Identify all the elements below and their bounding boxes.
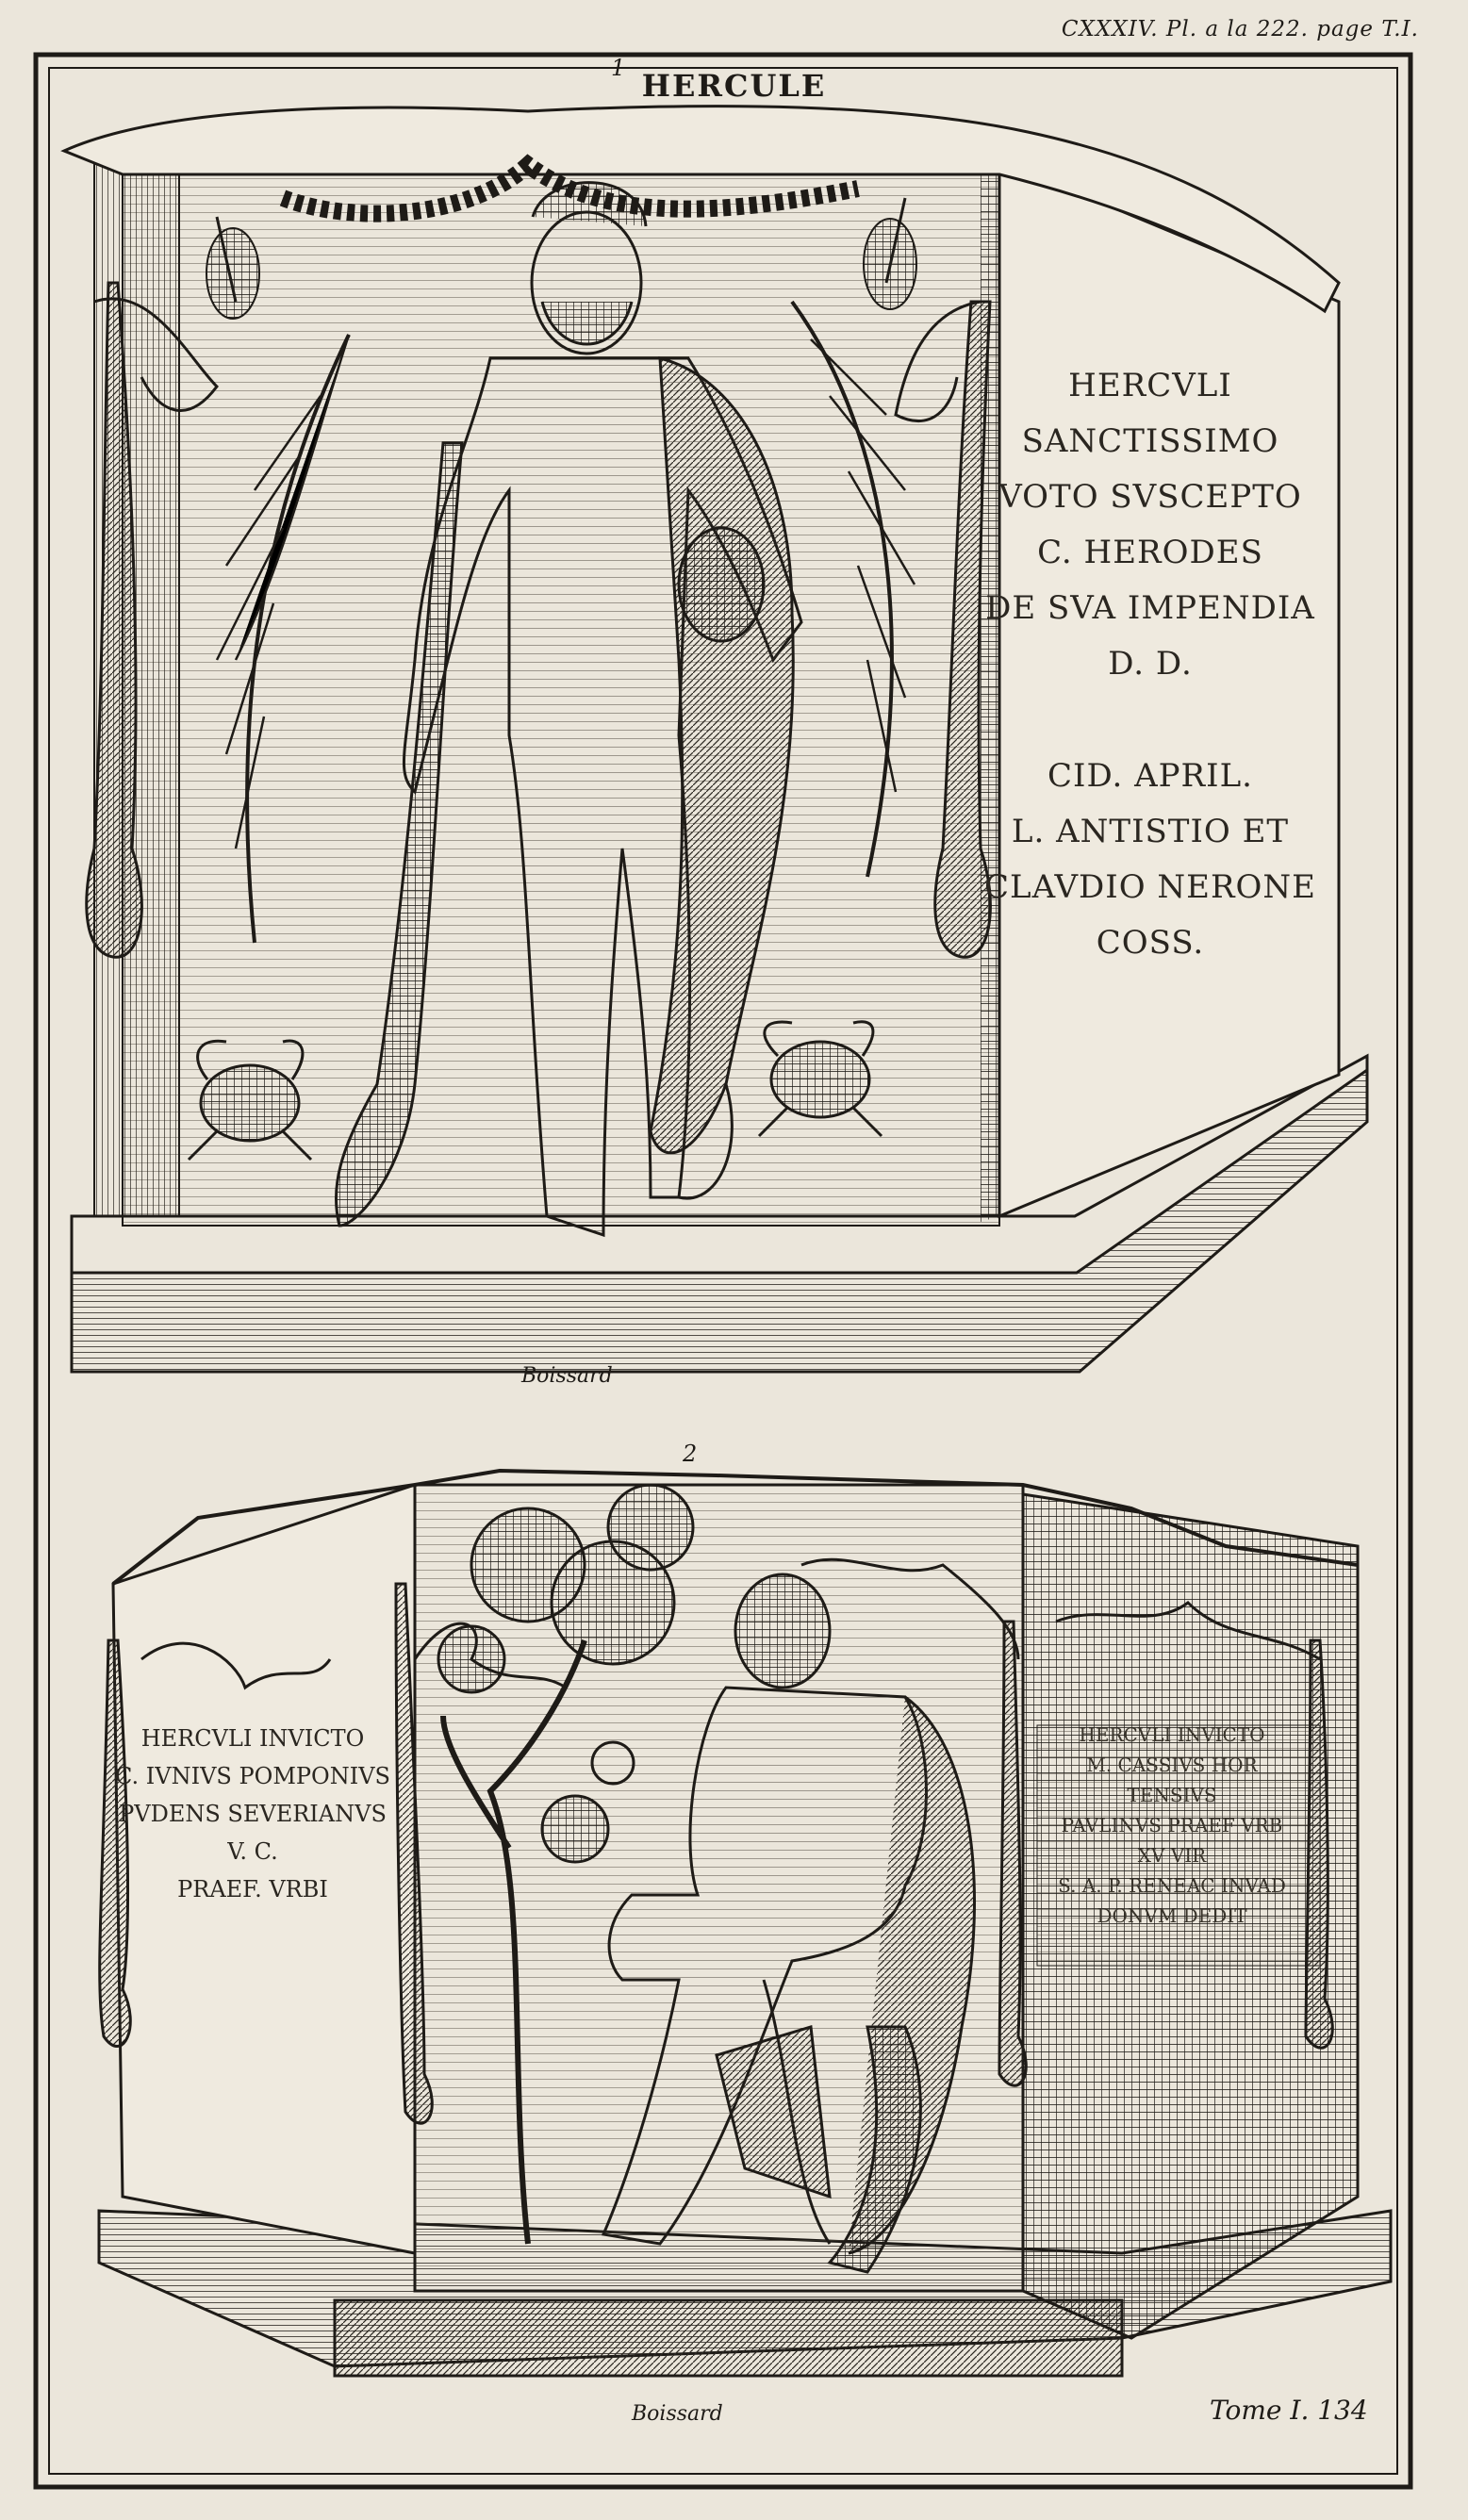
inscription-line: S. A. P. RENEAC INVAD bbox=[1058, 1874, 1286, 1897]
inscription-line: XV VIR bbox=[1137, 1844, 1207, 1867]
volume-mark: Tome I. 134 bbox=[1210, 2395, 1368, 2426]
figure-1-number: 1 bbox=[611, 55, 626, 81]
plate-header: CXXXIV. Pl. a la 222. page T.I. bbox=[1061, 17, 1419, 41]
inscription-line: VOTO SVSCEPTO bbox=[998, 478, 1302, 516]
inscription-line: C. HERODES bbox=[1037, 534, 1263, 571]
inscription-line: DONVM DEDIT bbox=[1097, 1904, 1247, 1927]
altar-2-right-inscription bbox=[1035, 1720, 1309, 1931]
inscription-line: PRAEF. VRBI bbox=[177, 1876, 328, 1902]
inscription-line: C. IVNIVS POMPONIVS bbox=[115, 1763, 390, 1789]
engraver-signature-2: Boissard bbox=[632, 2402, 723, 2426]
figure-2-number: 2 bbox=[683, 1441, 698, 1467]
inscription-line: TENSIVS bbox=[1127, 1784, 1217, 1806]
inscription-line: V. C. bbox=[227, 1838, 278, 1865]
inscription-line: HERCVLI bbox=[1068, 367, 1232, 404]
altar-1-inscription bbox=[981, 358, 1320, 971]
inscription-line: HERCVLI INVICTO bbox=[1079, 1723, 1265, 1746]
inscription-line: PVDENS SEVERIANVS bbox=[119, 1801, 387, 1827]
inscription-line: HERCVLI INVICTO bbox=[140, 1725, 365, 1752]
inscription-line: COSS. bbox=[1096, 924, 1205, 962]
inscription-line: D. D. bbox=[1108, 645, 1193, 683]
inscription-line: M. CASSIVS HOR bbox=[1086, 1754, 1258, 1776]
inscription-line: CLAVDIO NERONE bbox=[984, 868, 1316, 906]
inscription-line: CID. APRIL. bbox=[1047, 757, 1253, 795]
plate-title: HERCULE bbox=[641, 68, 827, 104]
altar-2-left-inscription bbox=[111, 1720, 394, 1908]
inscription-line: L. ANTISTIO ET bbox=[1011, 813, 1290, 850]
inscription-line: PAVLINVS PRAEF VRB bbox=[1061, 1814, 1283, 1836]
engraver-signature-1: Boissard bbox=[521, 1364, 613, 1388]
inscription-line: DE SVA IMPENDIA bbox=[985, 589, 1315, 627]
inscription-line: SANCTISSIMO bbox=[1021, 422, 1279, 460]
